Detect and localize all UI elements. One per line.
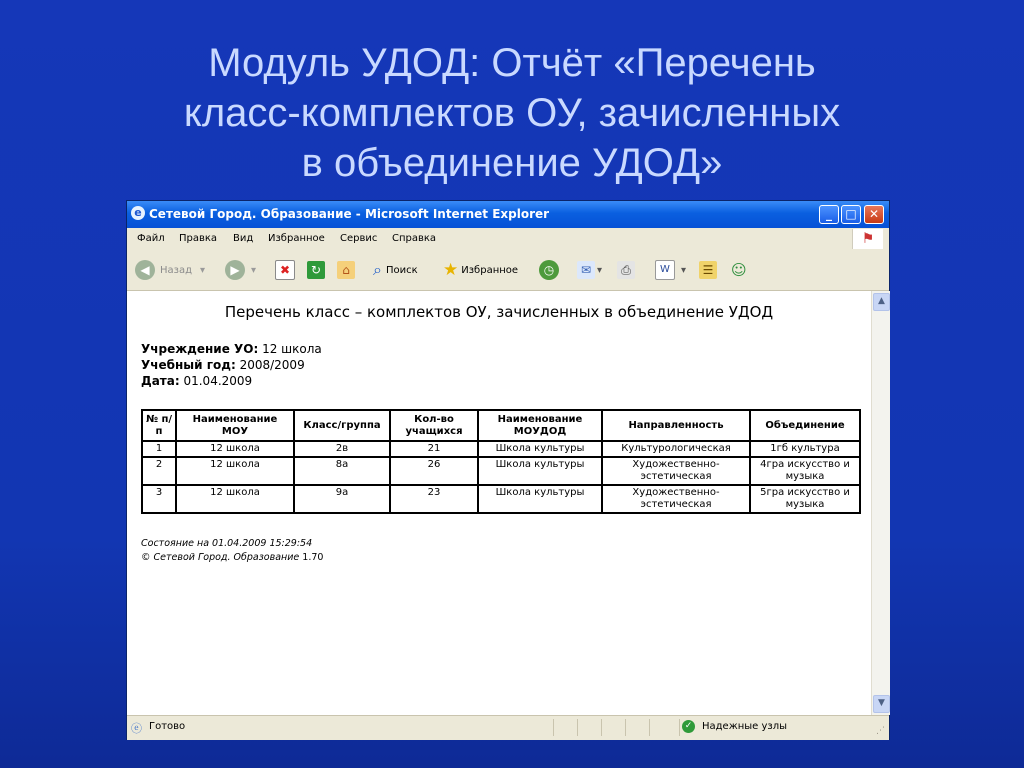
- column-header: Направленность: [602, 410, 750, 441]
- toolbar: [127, 250, 889, 291]
- report-table: [141, 409, 861, 514]
- table-cell: Культурологическая: [602, 441, 750, 457]
- table-cell: 12 школа: [176, 485, 294, 513]
- mail-button[interactable]: [577, 259, 602, 281]
- table-cell: Школа культуры: [478, 441, 602, 457]
- vertical-scrollbar[interactable]: [871, 291, 890, 715]
- forward-arrow-icon: ▶: [225, 260, 245, 280]
- edit-dropdown-icon: ▾: [681, 264, 687, 276]
- table-cell: 23: [390, 485, 478, 513]
- stop-button[interactable]: [275, 259, 295, 281]
- year-label: Учебный год:: [141, 358, 236, 372]
- footer-copyright: © Сетевой Город. Образование: [141, 552, 300, 563]
- table-cell: 1гб культура: [750, 441, 860, 457]
- table-header-row: [142, 410, 860, 441]
- favorites-button[interactable]: [443, 259, 518, 281]
- table-row: [142, 485, 860, 513]
- date-label: Дата:: [141, 374, 180, 388]
- page-icon: ⓔ: [131, 722, 142, 735]
- mail-dropdown-icon: ▾: [597, 264, 603, 276]
- print-button[interactable]: [617, 259, 635, 281]
- star-icon: ★: [443, 260, 459, 280]
- status-segment: [553, 719, 576, 736]
- scroll-up-icon[interactable]: ▲: [873, 293, 890, 311]
- table-row: [142, 441, 860, 457]
- status-bar: [127, 715, 889, 740]
- search-icon: ⌕: [373, 260, 382, 279]
- column-header: Наименование МОУ: [176, 410, 294, 441]
- minimize-button[interactable]: _: [819, 205, 839, 224]
- refresh-icon: ↻: [307, 261, 325, 279]
- ie-icon: e: [131, 206, 145, 220]
- history-icon: ◷: [539, 260, 559, 280]
- table-cell: 9а: [294, 485, 390, 513]
- slide-title-line-2: класс-комплектов ОУ, зачисленных: [183, 91, 841, 135]
- history-button[interactable]: [539, 259, 559, 281]
- check-icon: ✓: [682, 720, 695, 733]
- table-cell: 12 школа: [176, 457, 294, 485]
- table-cell: Художественно-эстетическая: [602, 457, 750, 485]
- table-row: [142, 457, 860, 485]
- column-header: Класс/группа: [294, 410, 390, 441]
- menu-edit[interactable]: Правка: [179, 233, 218, 244]
- search-button[interactable]: [373, 259, 418, 281]
- footer-version: 1.70: [302, 552, 324, 563]
- close-button[interactable]: ✕: [864, 205, 884, 224]
- report-footer: [141, 537, 323, 565]
- institution-label: Учреждение УО:: [141, 342, 259, 356]
- home-button[interactable]: [337, 259, 355, 281]
- forward-dropdown-icon: ▾: [251, 264, 257, 276]
- status-segment: [625, 719, 648, 736]
- date-value: 01.04.2009: [183, 374, 253, 388]
- research-button[interactable]: [699, 259, 717, 281]
- table-cell: 12 школа: [176, 441, 294, 457]
- table-cell: 26: [390, 457, 478, 485]
- refresh-button[interactable]: [307, 259, 325, 281]
- status-segment: [577, 719, 600, 736]
- status-segment: [649, 719, 678, 736]
- slide-title: [0, 38, 1024, 188]
- forward-button[interactable]: [225, 259, 256, 281]
- report-meta: [141, 341, 322, 389]
- home-icon: ⌂: [337, 261, 355, 279]
- scroll-down-icon[interactable]: ▼: [873, 695, 890, 713]
- security-zone: [679, 719, 868, 736]
- printer-icon: ⎙: [617, 261, 635, 279]
- institution-value: 12 школа: [262, 342, 322, 356]
- windows-logo-icon: ⚑: [852, 229, 883, 249]
- table-cell: 2: [142, 457, 176, 485]
- window-title: Сетевой Город. Образование - Microsoft Internet Explorer: [149, 207, 550, 221]
- menu-file[interactable]: Файл: [137, 233, 165, 244]
- table-cell: 1: [142, 441, 176, 457]
- column-header: № п/п: [142, 410, 176, 441]
- table-cell: 8а: [294, 457, 390, 485]
- word-icon: W: [655, 260, 675, 280]
- browser-window: [126, 200, 890, 740]
- window-titlebar[interactable]: [127, 201, 889, 228]
- maximize-button[interactable]: □: [841, 205, 861, 224]
- table-cell: 2в: [294, 441, 390, 457]
- research-icon: ☰: [699, 261, 717, 279]
- mail-icon: ✉: [577, 261, 595, 279]
- favorites-label: Избранное: [461, 264, 519, 276]
- table-cell: 4гра искусство и музыка: [750, 457, 860, 485]
- report-title: Перечень класс – комплектов ОУ, зачисленных в объединение УДОД: [224, 303, 774, 321]
- footer-state: Состояние на 01.04.2009 15:29:54: [141, 538, 313, 549]
- page-content: [127, 291, 871, 715]
- column-header: Наименование МОУДОД: [478, 410, 602, 441]
- column-header: Объединение: [750, 410, 860, 441]
- table-cell: 5гра искусство и музыка: [750, 485, 860, 513]
- table-cell: Художественно-эстетическая: [602, 485, 750, 513]
- menu-tools[interactable]: Сервис: [340, 233, 378, 244]
- messenger-icon: ☺: [731, 261, 747, 279]
- back-button[interactable]: [135, 259, 205, 281]
- messenger-button[interactable]: [731, 259, 747, 281]
- table-cell: Школа культуры: [478, 485, 602, 513]
- back-arrow-icon: ◀: [135, 260, 155, 280]
- edit-word-button[interactable]: [655, 259, 686, 281]
- slide-title-line-1: Модуль УДОД: Отчёт «Перечень: [208, 41, 816, 85]
- menu-favorites[interactable]: Избранное: [268, 233, 325, 244]
- back-dropdown-icon: ▾: [200, 264, 206, 276]
- table-cell: 21: [390, 441, 478, 457]
- table-cell: Школа культуры: [478, 457, 602, 485]
- back-label: Назад: [160, 264, 193, 276]
- column-header: Кол-во учащихся: [390, 410, 478, 441]
- resize-grip-icon[interactable]: ⋰: [876, 726, 885, 736]
- table-cell: 3: [142, 485, 176, 513]
- menu-view[interactable]: Вид: [233, 233, 254, 244]
- menu-bar: [127, 228, 889, 251]
- status-text: Готово: [149, 721, 186, 732]
- year-value: 2008/2009: [239, 358, 305, 372]
- search-label: Поиск: [385, 264, 418, 276]
- stop-icon: ✖: [275, 260, 295, 280]
- menu-help[interactable]: Справка: [392, 233, 437, 244]
- slide-title-line-3: в объединение УДОД»: [301, 141, 723, 185]
- security-zone-label: Надежные узлы: [702, 721, 788, 732]
- status-segment: [601, 719, 624, 736]
